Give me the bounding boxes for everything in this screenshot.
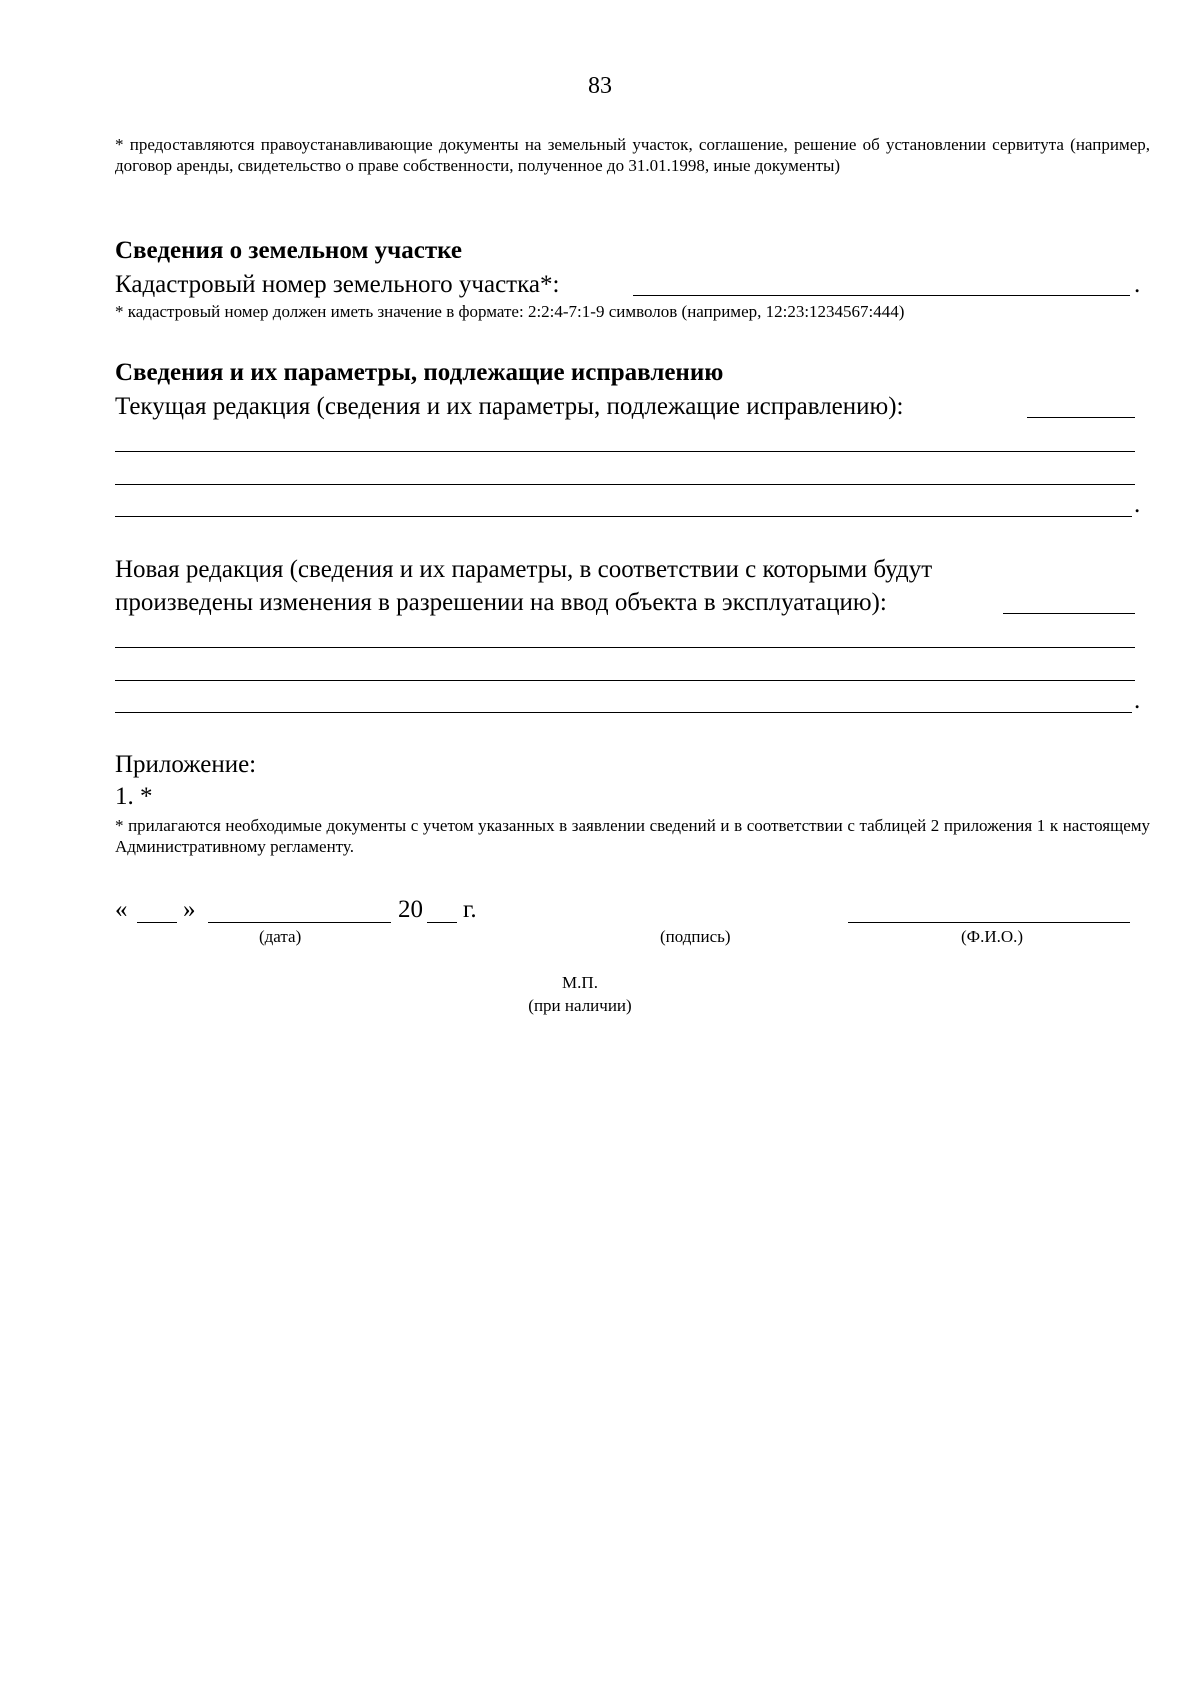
- current-edition-label: Текущая редакция (сведения и их параметры, подлежащие исправлению):: [115, 393, 904, 420]
- cadastral-note: * кадастровый номер должен иметь значение в формате: 2:2:4-7:1-9 символов (например, 12:23:1234567:444): [115, 302, 905, 321]
- attachment-title: Приложение:: [115, 751, 257, 778]
- fio-caption: (Ф.И.О.): [961, 927, 1024, 946]
- date-month-field[interactable]: [208, 922, 391, 923]
- new-edition-period: .: [1134, 687, 1141, 714]
- new-edition-label-line-1: Новая редакция (сведения и их параметры, в соответствии с которыми будут: [115, 556, 933, 583]
- fio-field[interactable]: [848, 922, 1130, 923]
- date-day-field[interactable]: [137, 922, 177, 923]
- current-edition-field-line-4[interactable]: [115, 516, 1132, 517]
- correction-section-heading: Сведения и их параметры, подлежащие исправлению: [115, 359, 724, 386]
- new-edition-field-line-1[interactable]: [1003, 613, 1135, 614]
- new-edition-field-line-4[interactable]: [115, 712, 1132, 713]
- new-edition-field-line-3[interactable]: [115, 680, 1135, 681]
- current-edition-field-line-1[interactable]: [1027, 417, 1135, 418]
- new-edition-label-line-2: произведены изменения в разрешении на ввод объекта в эксплуатацию):: [115, 589, 887, 616]
- new-edition-field-line-2[interactable]: [115, 647, 1135, 648]
- cadastral-label: Кадастровый номер земельного участка*:: [115, 271, 560, 298]
- attachment-note: * прилагаются необходимые документы с учетом указанных в заявлении сведений и в соответствии с таблицей 2 приложения 1 к настоящему Административному регламенту.: [115, 816, 1150, 856]
- current-edition-field-line-3[interactable]: [115, 484, 1135, 485]
- cadastral-period: .: [1134, 271, 1141, 298]
- cadastral-number-field[interactable]: [633, 295, 1130, 296]
- signature-caption: (подпись): [660, 927, 731, 946]
- stamp-label: М.П.: [562, 973, 598, 992]
- intro-note: * предоставляются правоустанавливающие документы на земельный участок, соглашение, решение об установлении сервитута (например, договор аренды, свидетельство о праве собственности, полученное до 31.01.1998, иные документы): [115, 135, 1150, 175]
- date-day-close-quote: »: [183, 896, 196, 923]
- date-year-suffix: г.: [463, 896, 477, 923]
- attachment-item: 1. *: [115, 783, 153, 810]
- date-year-field[interactable]: [427, 922, 457, 923]
- date-day-open-quote: «: [115, 896, 128, 923]
- page-number: 83: [588, 73, 612, 99]
- stamp-note: (при наличии): [528, 996, 632, 1015]
- land-section-heading: Сведения о земельном участке: [115, 237, 462, 264]
- current-edition-period: .: [1134, 491, 1141, 518]
- date-year-prefix: 20: [398, 896, 423, 923]
- current-edition-field-line-2[interactable]: [115, 451, 1135, 452]
- date-caption: (дата): [259, 927, 302, 946]
